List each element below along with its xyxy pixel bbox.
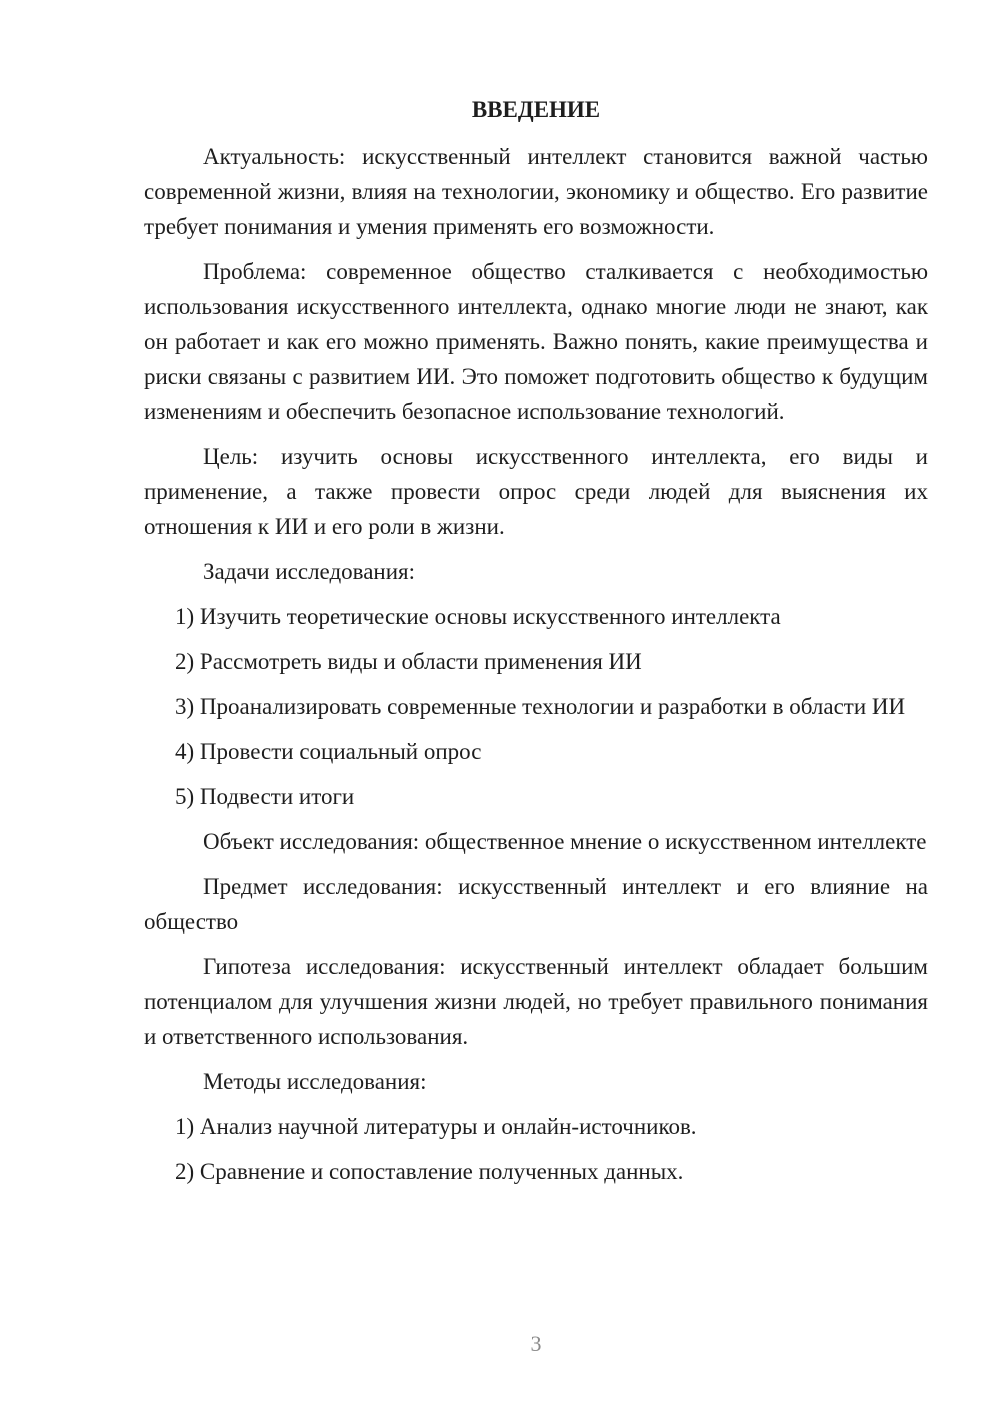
paragraph-goal: Цель: изучить основы искусственного интеллекта, его виды и применение, а также провести опрос среди людей для выяснения их отношения к ИИ и его роли в жизни.	[144, 444, 928, 539]
page-body	[144, 92, 928, 1189]
paragraph-problem: Проблема: современное общество сталкивается с необходимостью использования искусственного интеллекта, однако многие люди не знают, как он работает и как его можно применять. Важно понять, какие преимущества и риски связаны с развитием ИИ. Это поможет подготовить общество к будущим изменениям и обеспечить безопасное использование технологий.	[144, 259, 928, 424]
task-item-4: 4) Провести социальный опрос	[175, 739, 482, 764]
task-item-5: 5) Подвести итоги	[175, 784, 355, 809]
page-title: ВВЕДЕНИЕ	[471, 97, 601, 122]
method-item-1: 1) Анализ научной литературы и онлайн-источников.	[175, 1114, 697, 1139]
method-item-2: 2) Сравнение и сопоставление полученных данных.	[175, 1159, 684, 1184]
page-number: 3	[530, 1331, 542, 1356]
methods-heading: Методы исследования:	[203, 1069, 427, 1094]
paragraph-subject: Предмет исследования: искусственный интеллект и его влияние на общество	[144, 874, 928, 934]
paragraph-relevance: Актуальность: искусственный интеллект становится важной частью современной жизни, влияя на технологии, экономику и общество. Его развитие требует понимания и умения применять его возможности.	[144, 144, 928, 239]
paragraph-object: Объект исследования: общественное мнение о искусственном интеллекте	[203, 829, 927, 854]
paragraph-hypothesis: Гипотеза исследования: искусственный интеллект обладает большим потенциалом для улучшения жизни людей, но требует правильного понимания и ответственного использования.	[144, 954, 928, 1049]
task-item-2: 2) Рассмотреть виды и области применения ИИ	[175, 649, 642, 674]
tasks-heading: Задачи исследования:	[203, 559, 416, 584]
task-item-1: 1) Изучить теоретические основы искусственного интеллекта	[175, 604, 781, 629]
task-item-3: 3) Проанализировать современные технологии и разработки в области ИИ	[175, 694, 906, 719]
